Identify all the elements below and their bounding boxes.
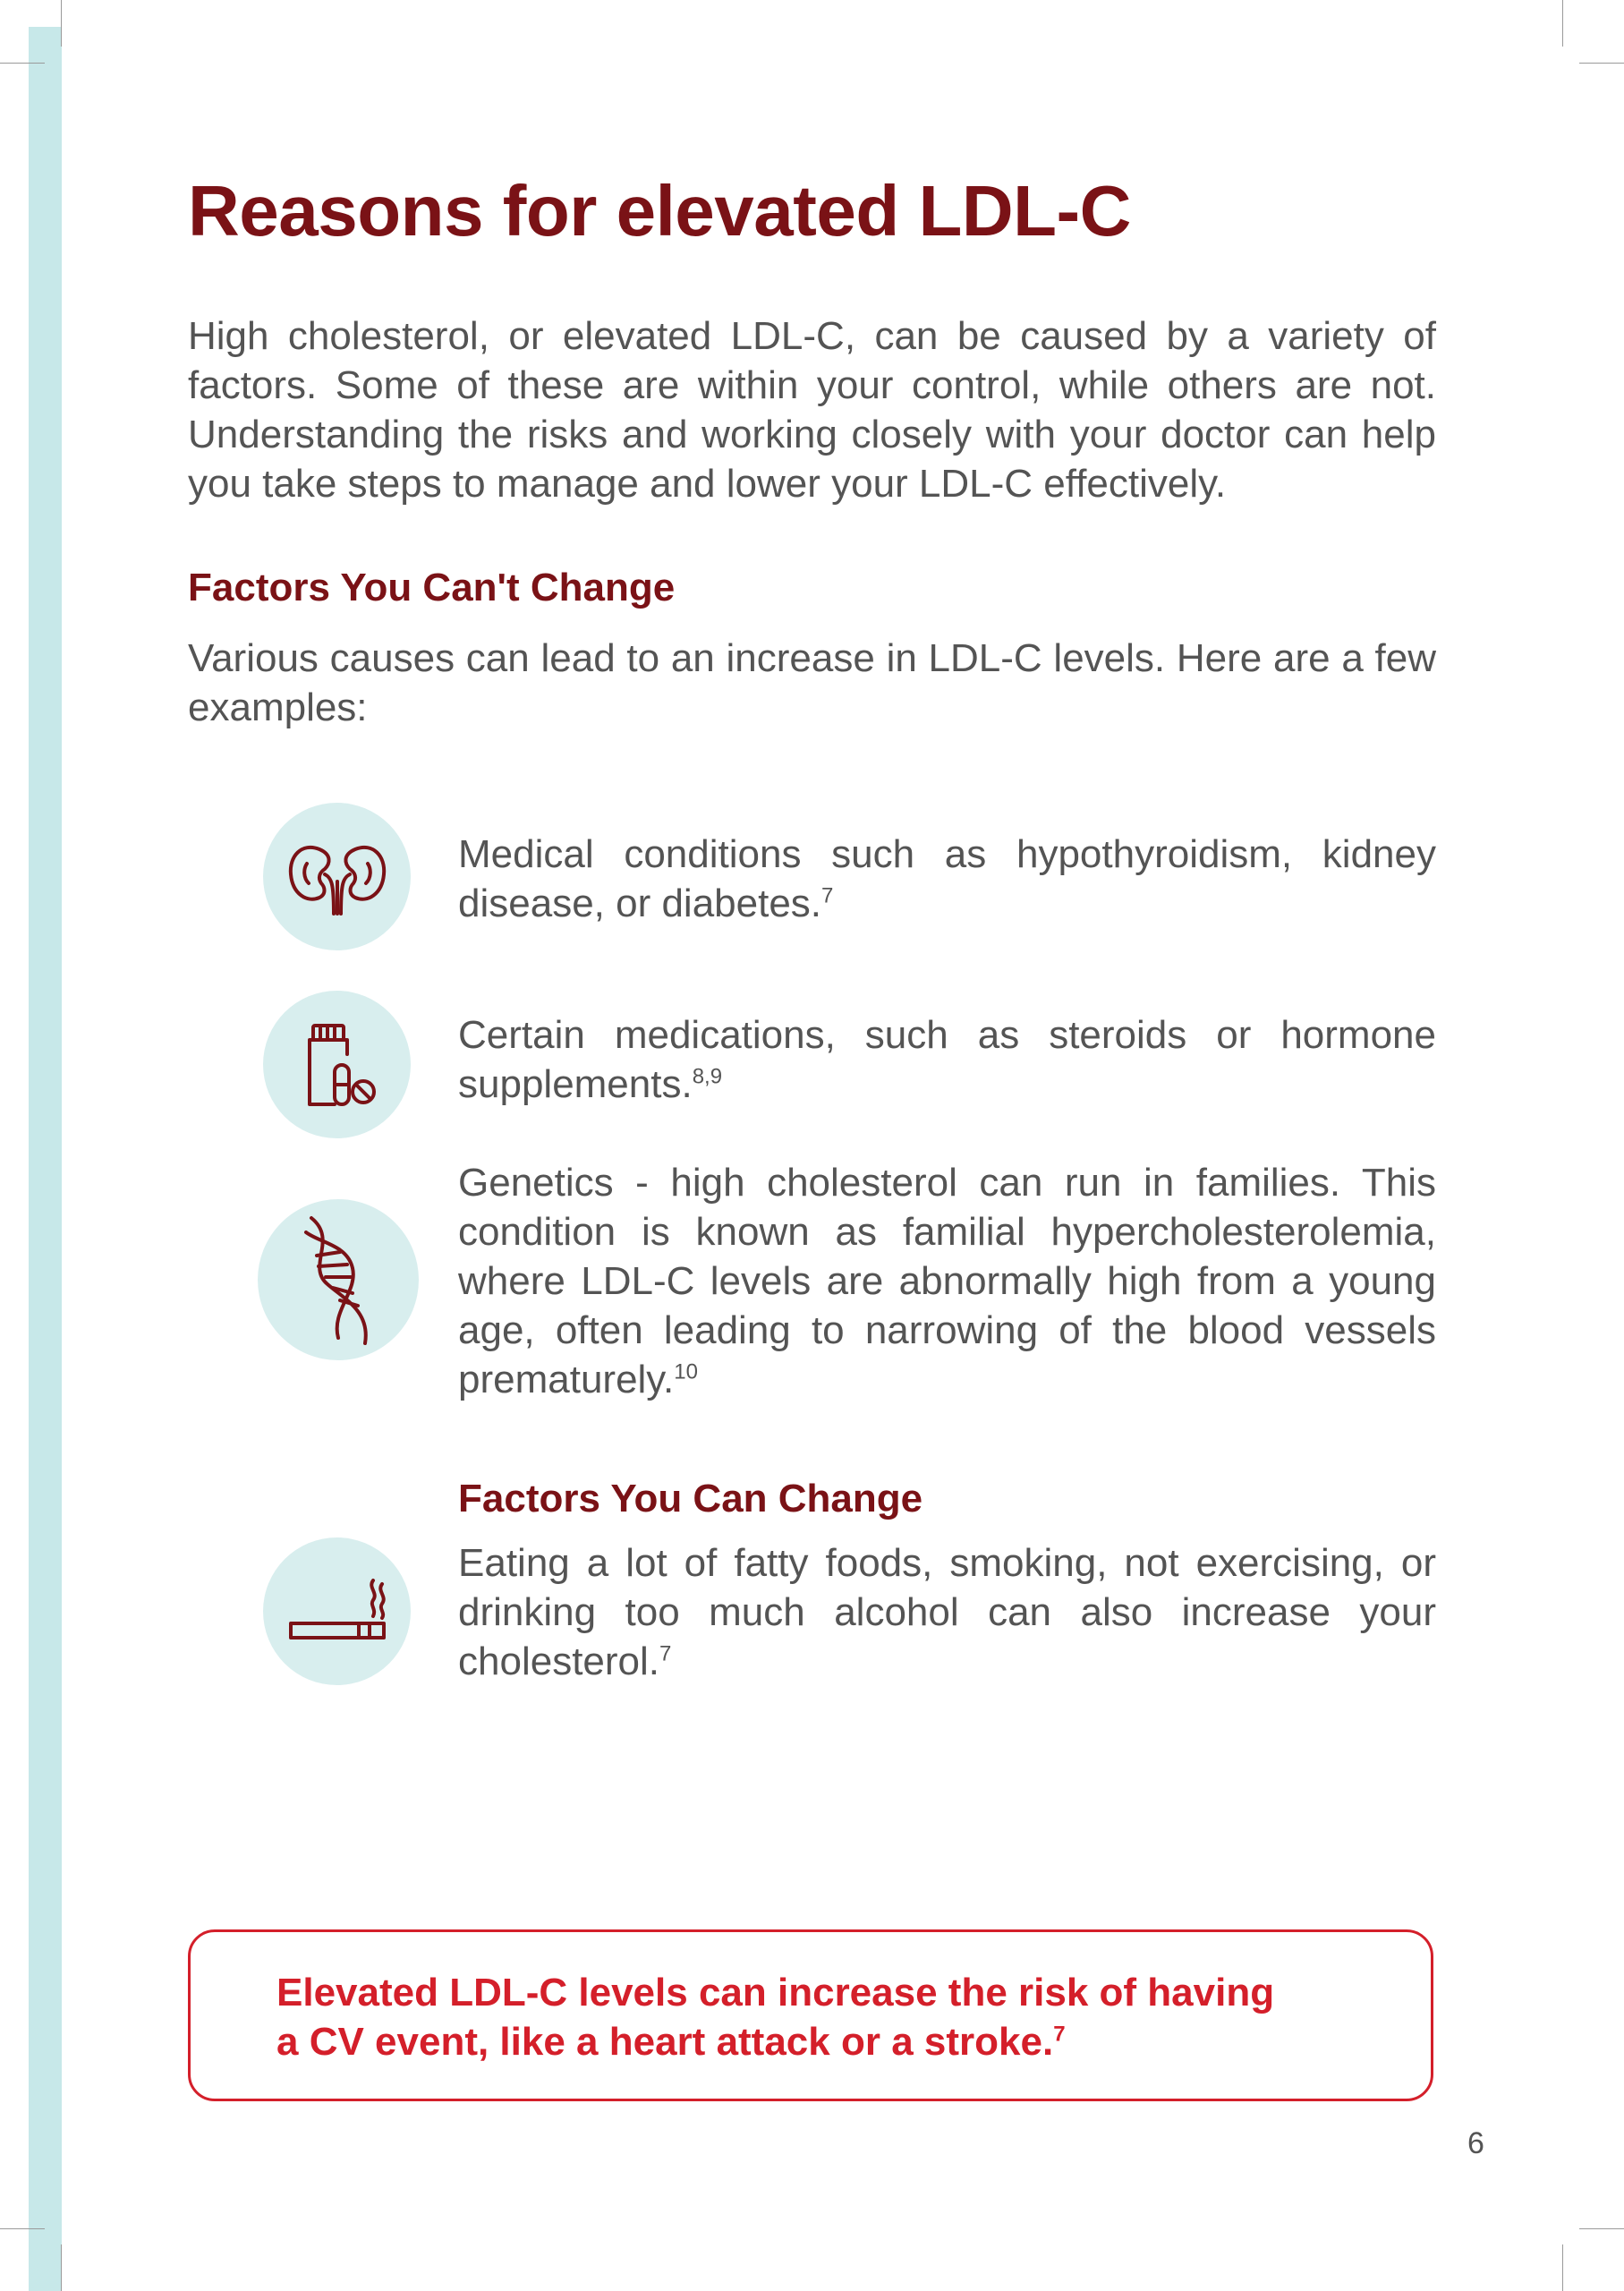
crop-mark: [0, 63, 45, 64]
page-number: 6: [1467, 2126, 1484, 2160]
section-intro: Various causes can lead to an increase in LDL-C levels. Here are a few examples:: [188, 636, 1436, 729]
crop-mark: [1562, 0, 1563, 47]
cigarette-icon: [263, 1537, 411, 1685]
crop-mark: [1579, 2228, 1624, 2229]
risk-callout-box: [188, 1929, 1433, 2101]
accent-side-bar: [29, 27, 62, 2291]
crop-mark: [0, 2228, 45, 2229]
section-heading-can-change: Factors You Can Change: [458, 1477, 923, 1520]
page-title: Reasons for elevated LDL-C: [188, 171, 1131, 251]
section-heading-cant-change: Factors You Can't Change: [188, 566, 676, 609]
medication-bottle-icon: [263, 991, 411, 1138]
crop-mark: [61, 2244, 62, 2291]
intro-paragraph: High cholesterol, or elevated LDL-C, can be caused by a variety of factors. Some of these are within your control, while others are not. Understanding the risks and working closely with your doctor can help you take steps to manage and lower your LDL-C effectively.: [188, 314, 1436, 506]
item-text-medical-conditions: Medical conditions such as hypothyroidism, kidney disease, or diabetes.$^7$: [458, 832, 1436, 925]
dna-icon: [258, 1199, 419, 1360]
crop-mark: [1579, 63, 1624, 64]
item-text-genetics: Genetics - high cholesterol can run in families. This condition is known as familial hypercholesterolemia, where LDL-C levels are abnormally high from a young age, often leading to narrowing of the blood vessels prematurely.$^{10}$: [458, 1161, 1436, 1401]
crop-mark: [1562, 2244, 1563, 2291]
crop-mark: [61, 0, 62, 47]
item-text-medications: Certain medications, such as steroids or hormone supplements.$^{8,9}$: [458, 1013, 1436, 1106]
callout-text: Elevated LDL-C levels can increase the risk of having a CV event, like a heart attack or a stroke.$^7$: [276, 1971, 1275, 2064]
callout-line-2: a CV event, like a heart attack or a stroke.: [276, 2020, 1054, 2064]
callout-line-1: Elevated LDL-C levels can increase the risk of having: [276, 1971, 1275, 2014]
item-text-lifestyle: Eating a lot of fatty foods, smoking, not exercising, or drinking too much alcohol can also increase your cholesterol.$^7$: [458, 1541, 1436, 1683]
kidneys-icon: [263, 803, 411, 950]
